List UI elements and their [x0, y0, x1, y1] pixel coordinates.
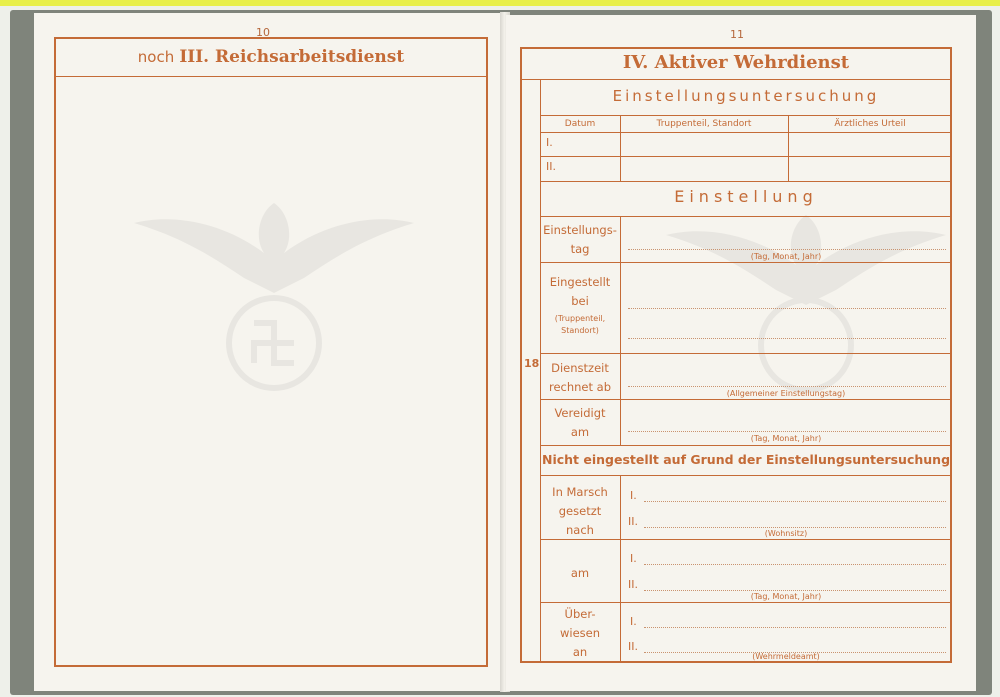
section-number: 18	[524, 357, 540, 370]
label-eingestellt-bei	[540, 273, 620, 337]
row-label-i: I.	[546, 136, 553, 149]
column-divider	[620, 115, 621, 181]
hint-tag-monat-jahr: (Tag, Monat, Jahr)	[750, 434, 822, 443]
left-page	[34, 13, 502, 691]
label-dienstzeit	[540, 359, 620, 397]
label-line: an	[572, 645, 588, 659]
page-number: 10	[256, 26, 270, 39]
column-header-urteil: Ärztliches Urteil	[834, 119, 906, 129]
section-divider	[540, 181, 952, 182]
label-line: am	[570, 566, 590, 580]
column-divider	[788, 115, 789, 181]
label-column-divider	[620, 216, 621, 445]
nicht-eingestellt-heading: Nicht eingestellt auf Grund der Einstellungsuntersuchung	[541, 452, 951, 467]
row-divider	[540, 539, 952, 540]
entry-line	[628, 386, 946, 387]
label-line: Über-	[564, 607, 596, 621]
row-divider	[540, 132, 952, 133]
entry-line	[628, 249, 946, 250]
page-title	[54, 47, 488, 67]
entry-line	[644, 627, 946, 628]
entry-line	[644, 564, 946, 565]
label-am	[540, 564, 620, 583]
hint-wehrmeldeamt: (Wehrmeldeamt)	[752, 652, 820, 661]
top-highlight-strip	[0, 0, 1000, 6]
label-line: tag	[570, 242, 590, 256]
entry-label-i: I.	[630, 552, 637, 565]
row-divider	[540, 115, 952, 116]
label-line: In Marsch	[552, 485, 608, 499]
label-line: am	[570, 425, 590, 439]
row-divider	[540, 156, 952, 157]
row-label-ii: II.	[546, 160, 556, 173]
title-prefix: noch	[137, 48, 175, 66]
title-text: III. Reichsarbeitsdienst	[179, 47, 405, 67]
page-title: IV. Aktiver Wehrdienst	[622, 52, 850, 73]
label-in-marsch	[540, 483, 620, 540]
hint-einstellungstag: (Allgemeiner Einstellungstag)	[726, 389, 846, 398]
row-divider	[540, 602, 952, 603]
label-line: Vereidigt	[554, 406, 606, 420]
label-vereidigt	[540, 404, 620, 442]
entry-line	[644, 590, 946, 591]
label-line: rechnet ab	[548, 380, 612, 394]
section-divider	[540, 216, 952, 217]
hint-tag-monat-jahr: (Tag, Monat, Jahr)	[750, 252, 822, 261]
right-page	[506, 15, 976, 691]
row-divider	[540, 262, 952, 263]
row-divider	[540, 353, 952, 354]
label-line: wiesen	[559, 626, 601, 640]
entry-line	[628, 431, 946, 432]
entry-label-i: I.	[630, 489, 637, 502]
title-divider	[54, 76, 488, 77]
section-divider	[540, 445, 952, 446]
label-line: gesetzt	[558, 504, 602, 518]
entry-label-ii: II.	[628, 578, 638, 591]
label-line: Dienstzeit	[551, 361, 609, 375]
entry-line	[628, 338, 946, 339]
entry-label-ii: II.	[628, 640, 638, 653]
page-number: 11	[730, 28, 744, 41]
column-header-datum: Datum	[564, 119, 596, 129]
label-line: nach	[566, 523, 594, 537]
hint-tag-monat-jahr: (Tag, Monat, Jahr)	[750, 592, 822, 601]
entry-line	[628, 308, 946, 309]
title-divider	[520, 79, 952, 80]
entry-line	[644, 501, 946, 502]
label-line: bei	[571, 294, 589, 308]
label-line: Eingestellt	[549, 275, 611, 289]
row-divider	[540, 399, 952, 400]
label-column-divider	[620, 475, 621, 663]
entry-label-ii: II.	[628, 515, 638, 528]
einstellung-heading: Einstellung	[674, 187, 818, 206]
entry-line	[644, 527, 946, 528]
hint-wohnsitz: (Wohnsitz)	[764, 529, 808, 538]
section-divider	[540, 475, 952, 476]
column-header-truppenteil: Truppenteil, Standort	[656, 119, 752, 129]
label-einstellungstag	[540, 221, 620, 259]
einstellungsuntersuchung-heading: Einstellungsuntersuchung	[612, 87, 880, 105]
label-line: Einstellungs-	[543, 223, 617, 237]
label-subline: (Truppenteil,	[554, 314, 606, 323]
entry-label-i: I.	[630, 615, 637, 628]
eagle-watermark	[124, 183, 424, 413]
label-ueberwiesen	[540, 605, 620, 662]
label-subline: Standort)	[561, 326, 599, 335]
